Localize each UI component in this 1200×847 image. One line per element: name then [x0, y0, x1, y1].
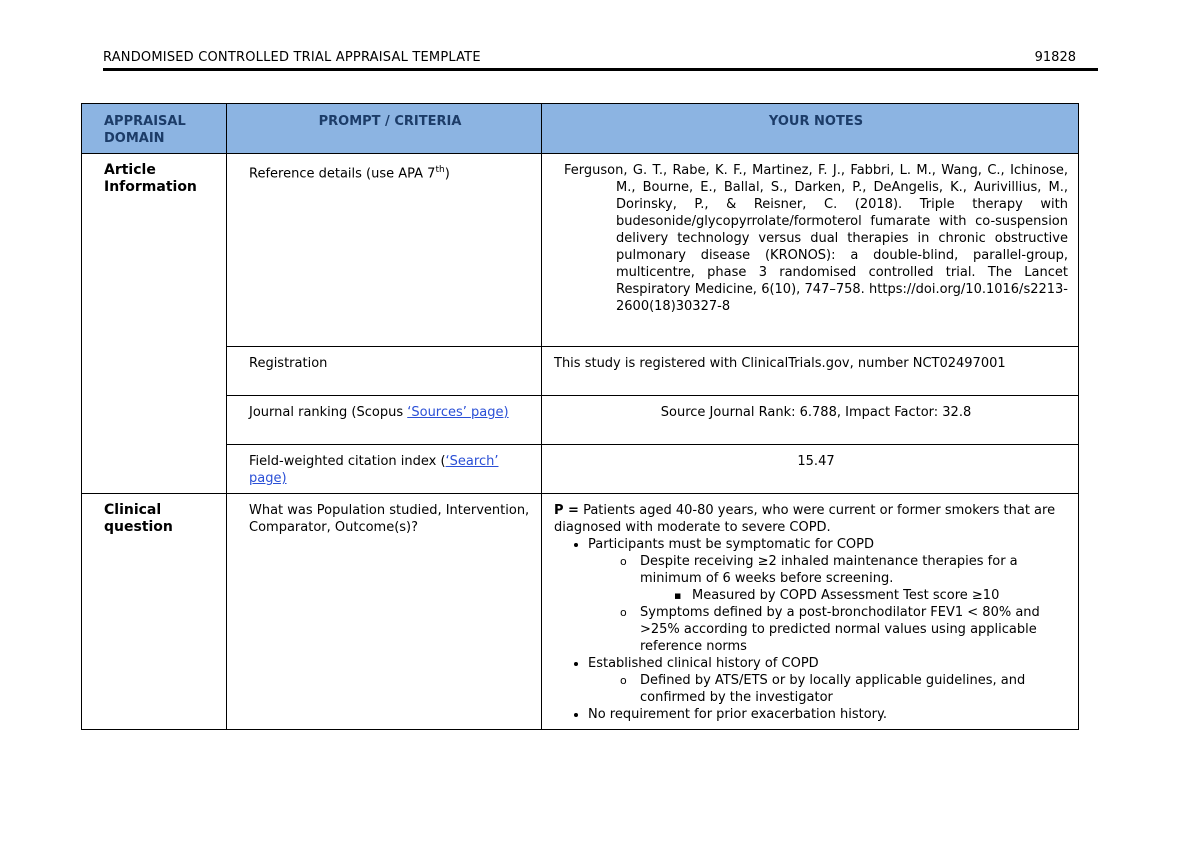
- scopus-sources-link[interactable]: ‘Sources’ page): [407, 405, 509, 420]
- table-row: [82, 347, 1079, 396]
- prompt-registration: Registration: [227, 347, 542, 396]
- domain-article-information: Article Information: [82, 154, 227, 494]
- appraisal-table: [81, 103, 1079, 730]
- prompt-reference-details: Reference details (use APA 7th): [227, 154, 542, 347]
- list-item: o Symptoms defined by a post-bronchodilator FEV1 < 80% and >25% according to predicted normal values using applicable reference norms: [640, 604, 1068, 655]
- table-row: [82, 396, 1079, 445]
- prompt-journal-ranking: Journal ranking (Scopus ‘Sources’ page): [227, 396, 542, 445]
- column-header-prompt: PROMPT / CRITERIA: [227, 104, 542, 154]
- column-header-notes: YOUR NOTES: [542, 104, 1079, 154]
- table-row: [82, 445, 1079, 494]
- page-header: [103, 50, 1098, 71]
- document-title: RANDOMISED CONTROLLED TRIAL APPRAISAL TEMPLATE: [103, 50, 481, 65]
- note-fwci: 15.47: [542, 445, 1079, 494]
- criteria-list: [554, 536, 1068, 723]
- list-item: • No requirement for prior exacerbation history.: [588, 706, 1068, 723]
- table-row: [82, 154, 1079, 347]
- population-line: P = Patients aged 40-80 years, who were current or former smokers that are diagnosed with moderate to severe COPD.: [554, 503, 1056, 535]
- table-row: [82, 494, 1079, 730]
- note-reference: Ferguson, G. T., Rabe, K. F., Martinez, F. J., Fabbri, L. M., Wang, C., Ichinose, M., Bourne, E., Ballal, S., Darken, P., DeAngelis, K., Aurivillius, M., Dorinsky, P., & Reisner, C. (2018). Triple therapy with budesonide/glycopyrrolate/formoterol fumarate with co-suspension delivery technology versus dual therapies in chronic obstructive pulmonary disease (KRONOS): a double-blind, parallel-group, multicentre, phase 3 randomised controlled trial. The Lancet Respiratory Medicine, 6(10), 747–758. https://doi.org/10.1016/s2213-2600(18)30327-8: [542, 154, 1079, 347]
- note-pico: [542, 494, 1079, 730]
- list-item: o Defined by ATS/ETS or by locally applicable guidelines, and confirmed by the investigator: [640, 672, 1068, 706]
- table-header-row: [82, 104, 1079, 154]
- document-number: 91828: [1034, 50, 1076, 65]
- prompt-pico: What was Population studied, Intervention, Comparator, Outcome(s)?: [227, 494, 542, 730]
- domain-clinical-question: Clinical question: [82, 494, 227, 730]
- note-journal-ranking: Source Journal Rank: 6.788, Impact Factor: 32.8: [542, 396, 1079, 445]
- column-header-domain: APPRAISAL DOMAIN: [82, 104, 227, 154]
- list-item: • Established clinical history of COPD o Defined by ATS/ETS or by locally applicable guidelines, and confirmed by the investigator: [588, 655, 1068, 706]
- list-item: ▪ Measured by COPD Assessment Test score ≥10: [692, 587, 1068, 604]
- list-item: • Participants must be symptomatic for COPD o Despite receiving ≥2 inhaled maintenance therapies for a minimum of 6 weeks before screening. ▪ Measured by COPD Assessment Test score ≥10 o Symptoms defined by a post-bronchodilator FEV1 < 80% and >25% according to predicted normal values using applicable reference norms: [588, 536, 1068, 655]
- prompt-fwci: Field-weighted citation index (‘Search’ page): [227, 445, 542, 494]
- scopus-search-link[interactable]: ‘Search’ page): [249, 454, 499, 486]
- note-registration: This study is registered with ClinicalTrials.gov, number NCT02497001: [542, 347, 1079, 396]
- list-item: o Despite receiving ≥2 inhaled maintenance therapies for a minimum of 6 weeks before screening. ▪ Measured by COPD Assessment Test score ≥10: [640, 553, 1068, 604]
